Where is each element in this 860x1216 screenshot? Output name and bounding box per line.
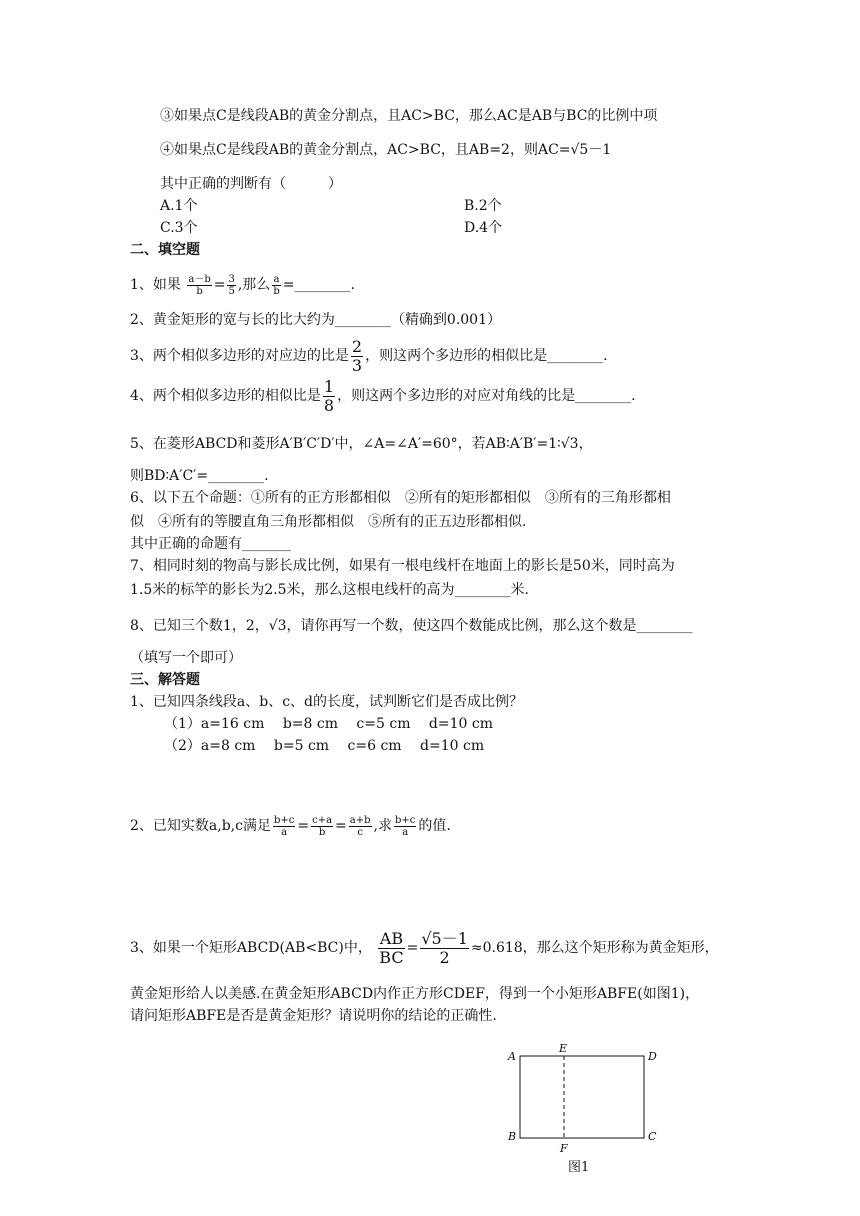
label-e: E <box>559 1042 568 1055</box>
label-c: C <box>648 1130 657 1143</box>
label-b: B <box>508 1130 517 1143</box>
option-b: B.2个 <box>464 198 502 214</box>
section-2-title: 二、填空题 <box>130 242 200 258</box>
figure-caption: 图1 <box>568 1160 590 1175</box>
section-3-title: 三、解答题 <box>130 672 200 688</box>
fill-q8-line2: （填写一个即可） <box>130 650 242 666</box>
solve-q1-part1: （1）a=16 cm b=8 cm c=5 cm d=10 cm <box>164 716 493 732</box>
option-d: D.4个 <box>464 220 503 236</box>
solve-q3-line2: 黄金矩形给人以美感.在黄金矩形ABCD内作正方形CDEF，得到一个小矩形ABFE(如图1)， <box>130 986 700 1002</box>
option-a: A.1个 <box>160 198 198 214</box>
label-d: D <box>648 1050 657 1063</box>
fill-q5-line2: 则BD∶A′C′=________. <box>130 468 269 484</box>
fill-q6-line3: 其中正确的命题有_______ <box>130 536 291 552</box>
choice-item-4: ④如果点C是线段AB的黄金分割点，AC>BC，且AB=2，则AC=√5－1 <box>160 142 612 158</box>
choice-question: 其中正确的判断有（ ） <box>160 176 342 192</box>
solve-q3-line3: 请问矩形ABFE是否是黄金矩形？请说明你的结论的正确性. <box>130 1008 497 1024</box>
fill-q7-line2: 1.5米的标竿的影长为2.5米，那么这根电线杆的高为________米. <box>130 582 529 598</box>
fill-q7-line1: 7、相同时刻的物高与影长成比例，如果有一根电线杆在地面上的影长是50米，同时高为 <box>130 558 675 574</box>
fill-q3: 3、两个相似多边形的对应边的比是 $\frac{2}{3}$ ，则这两个多边形的相似比是________. <box>130 336 608 375</box>
choice-item-3: ③如果点C是线段AB的黄金分割点，且AC>BC，那么AC是AB与BC的比例中项 <box>160 108 658 124</box>
solve-q1: 1、已知四条线段a、b、c、d的长度，试判断它们是否成比例？ <box>130 694 524 710</box>
fill-q5-line1: 5、在菱形ABCD和菱形A′B′C′D′中，∠A=∠A′=60°，若AB∶A′B′=1∶√3， <box>130 436 593 452</box>
fill-q6-line1: 6、以下五个命题：①所有的正方形都相似 ②所有的矩形都相似 ③所有的三角形都相 <box>130 490 671 506</box>
fill-q8-line1: 8、已知三个数1，2，√3，请你再写一个数，使这四个数能成比例，那么这个数是________ <box>130 618 693 634</box>
label-a: A <box>508 1050 516 1063</box>
label-f: F <box>560 1142 568 1155</box>
solve-q1-part2: （2）a=8 cm b=5 cm c=6 cm d=10 cm <box>164 738 485 754</box>
golden-rectangle-figure <box>500 1040 700 1190</box>
solve-q2: 2、已知实数a,b,c满足 $\frac{b+c}{a}$ = $\frac{c+a}{b}$ = $\frac{a+b}{c}$ ,求 $\frac{b+c}{a}$ 的值. <box>130 814 451 838</box>
fill-q1: 1、如果 $\frac{a-b}{b}$ = $\frac{3}{5}$ ,那么 $\frac{a}{b}$ =________. <box>130 273 355 297</box>
fill-q4: 4、两个相似多边形的相似比是 $\frac{1}{8}$ ，则这两个多边形的对应对角线的比是________. <box>130 376 636 415</box>
fill-q2: 2、黄金矩形的宽与长的比大约为________（精确到0.001） <box>130 312 501 328</box>
rectangle-abcd <box>520 1056 644 1138</box>
option-c: C.3个 <box>160 220 198 236</box>
fill-q6-line2: 似 ④所有的等腰直角三角形都相似 ⑤所有的正五边形都相似. <box>130 514 527 530</box>
solve-q3-line1: 3、如果一个矩形ABCD(AB<BC)中， $\frac{AB}{BC}$ = $\frac{√5-1}{2}$ ≈0.618，那么这个矩形称为黄金矩形， <box>130 928 719 967</box>
